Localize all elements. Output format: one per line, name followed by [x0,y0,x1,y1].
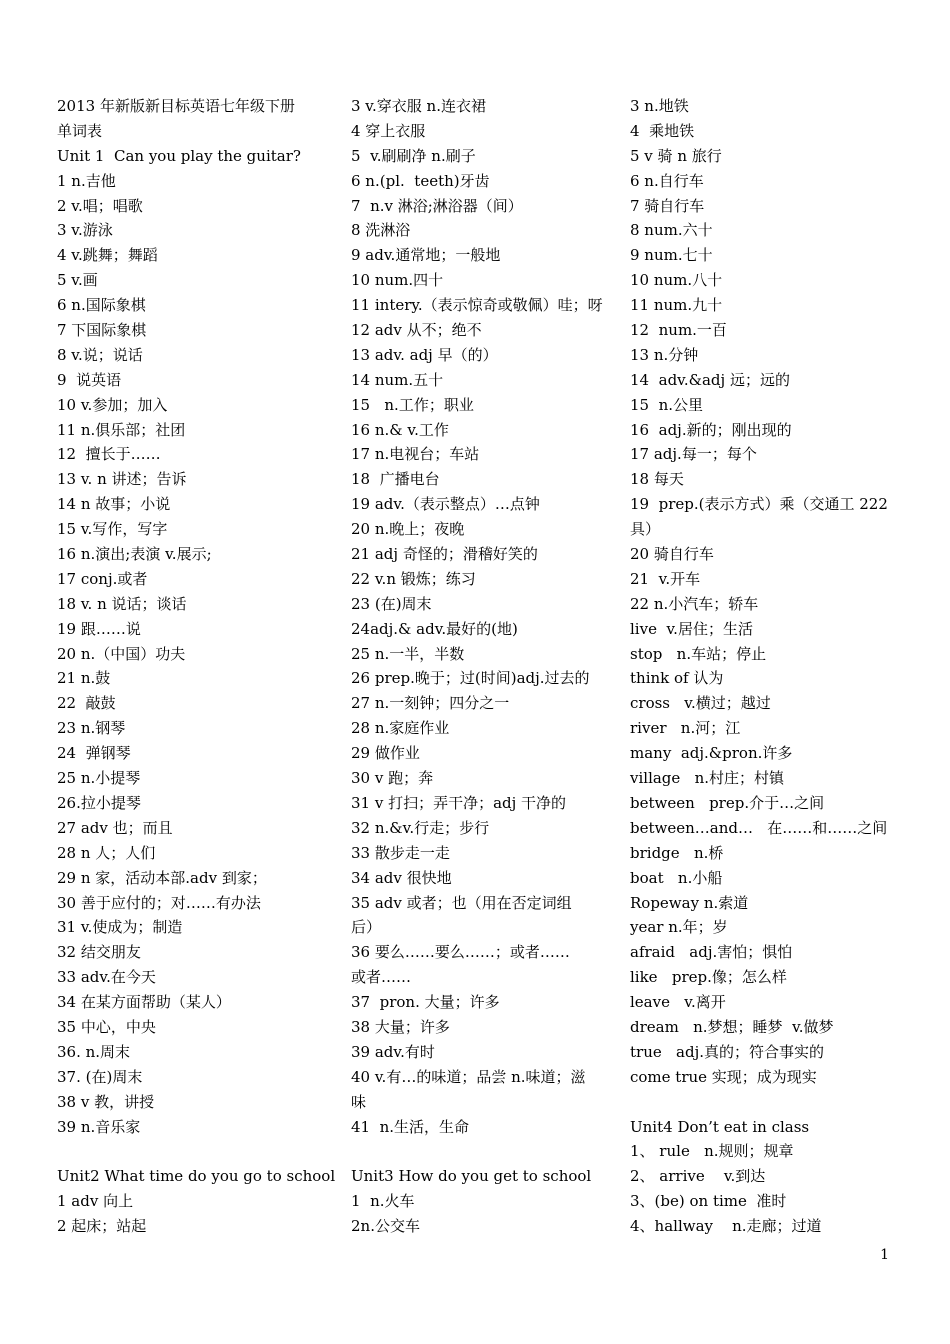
vocab-line: 9 说英语 [57,370,122,389]
vocab-line: 23 n.钢琴 [57,719,126,738]
vocab-line: like prep.像；怎么样 [630,968,787,987]
vocab-line: 4、hallway n.走廊；过道 [630,1217,822,1236]
vocab-line: 2n.公交车 [351,1217,420,1236]
vocab-line: 21 adj 奇怪的；滑稽好笑的 [351,545,538,564]
column-3 [630,94,896,1239]
vocab-line: 16 adj.新的；刚出现的 [630,420,792,439]
vocab-line: 10 v.参加；加入 [57,395,168,414]
vocab-line: come true 实现；成为现实 [630,1067,817,1086]
vocab-line: Ropeway n.索道 [630,893,749,912]
vocab-line: 31 v 打扫；弄干净；adj 干净的 [351,793,567,812]
vocab-line: 32 结交朋友 [57,943,141,962]
vocab-line: 16 n.& v.工作 [351,420,449,439]
vocab-line: 3 v.穿衣服 n.连衣裙 [351,97,486,115]
vocab-line: 15 n.工作；职业 [351,395,474,414]
vocab-line: 24 弹钢琴 [57,744,131,763]
vocab-line: 4 乘地铁 [630,121,695,140]
vocab-line: 23 (在)周末 [351,594,432,613]
vocab-line: 20 n.晚上；夜晚 [351,520,465,539]
vocab-line: 7 下国际象棋 [57,321,147,340]
vocab-line: 26 prep.晚于；过(时间)adj.过去的 [351,669,590,688]
column-1 [57,94,336,1239]
vocab-line: bridge n.桥 [630,843,724,862]
vocab-line: afraid adj.害怕；惧怕 [630,943,793,962]
vocab-line: 30 v 跑；奔 [351,769,434,788]
vocab-line: 1 adv 向上 [57,1192,134,1211]
vocab-line: 18 每天 [630,470,684,489]
vocab-line: 39 n.音乐家 [57,1117,141,1136]
vocab-line: 19 prep.(表示方式）乘（交通工 222 [630,495,888,514]
vocab-line: 11 intery.（表示惊奇或敬佩）哇；呀 [351,296,603,315]
blank-line [351,1139,603,1164]
vocab-line: 16 n.演出;表演 v.展示; [57,545,212,564]
vocab-line: 18 v. n 说话；谈话 [57,594,187,613]
vocab-line: 37. (在)周末 [57,1067,143,1086]
vocab-line: think of 认为 [630,669,724,688]
vocab-line: 28 n.家庭作业 [351,719,450,738]
vocab-line: 5 v.画 [57,271,98,290]
vocab-line: 28 n 人；人们 [57,843,156,862]
vocab-line: Unit3 How do you get to school [351,1167,592,1186]
vocab-line: 13 n.分钟 [630,345,699,364]
vocab-line: 6 n.(pl. teeth)牙齿 [351,171,490,190]
vocab-line: 8 v.说；说话 [57,345,143,364]
vocab-line: 1、 rule n.规则；规章 [630,1142,794,1161]
vocab-line: 41 n.生活，生命 [351,1117,470,1136]
vocab-line: 39 adv.有时 [351,1042,435,1061]
vocab-line: 14 num.五十 [351,370,444,389]
vocab-line: river n.河；江 [630,719,741,738]
vocab-line: 1 n.吉他 [57,171,116,190]
vocab-line: 4 穿上衣服 [351,121,426,140]
vocab-line: 22 n.小汽车；轿车 [630,594,759,613]
vocab-line: 6 n.自行车 [630,171,704,190]
vocab-line: 18 广播电台 [351,470,440,489]
vocab-line: 17 conj.或者 [57,569,148,588]
vocab-line: 37 pron. 大量；许多 [351,993,500,1012]
page-number: 1 [880,1247,889,1263]
vocab-line: 20 n.（中国）功夫 [57,644,186,663]
vocab-line: 17 adj.每一；每个 [630,445,757,464]
vocab-line: 25 n.一半，半数 [351,644,465,663]
vocab-line: 26.拉小提琴 [57,793,141,812]
vocab-line: 8 num.六十 [630,221,713,240]
vocab-line: between…and… 在……和……之间 [630,818,888,837]
vocab-line: 27 adv 也；而且 [57,818,173,837]
vocab-line: Unit4 Don’t eat in class [630,1117,810,1136]
vocab-line: village n.村庄；村镇 [630,769,785,788]
vocab-line: 2 起床；站起 [57,1217,147,1236]
vocab-line: 13 v. n 讲述；告诉 [57,470,187,489]
vocab-line: 20 骑自行车 [630,545,714,564]
vocab-line: 3 v.游泳 [57,221,113,240]
vocab-line: between prep.介于…之间 [630,793,825,812]
vocab-line: 21 v.开车 [630,569,701,588]
vocab-line: 17 n.电视台；车站 [351,445,480,464]
vocab-line: stop n.车站；停止 [630,644,767,663]
vocab-line: 21 n.鼓 [57,669,111,688]
vocab-line: 38 大量；许多 [351,1017,450,1036]
vocab-line: 22 敲鼓 [57,694,116,713]
vocab-line: 味 [351,1092,367,1111]
vocab-line: 14 adv.&adj 远；远的 [630,370,790,389]
vocab-line: 11 n.俱乐部；社团 [57,420,186,439]
vocab-line: 34 在某方面帮助（某人） [57,993,231,1012]
vocab-line: 27 n.一刻钟；四分之一 [351,694,510,713]
vocab-line: 29 n 家，活动本部.adv 到家； [57,868,267,887]
vocab-line: 36. n.周末 [57,1042,131,1061]
vocab-line: 3、(be) on time 准时 [630,1192,787,1211]
vocab-line: 8 洗淋浴 [351,221,411,240]
vocab-line: 具） [630,520,661,539]
vocab-line: 19 adv.（表示整点）…点钟 [351,495,540,514]
vocab-line: 12 擅长于…… [57,445,161,464]
vocab-line: 后） [351,918,382,937]
vocab-line: boat n.小船 [630,868,723,887]
vocab-line: 33 adv.在今天 [57,968,156,987]
vocab-line: 1 n.火车 [351,1192,415,1211]
vocab-line: 22 v.n 锻炼；练习 [351,569,476,588]
vocab-line: 2 v.唱；唱歌 [57,196,143,215]
blank-line [630,1090,896,1115]
vocab-line: 5 v.刷刷净 n.刷子 [351,146,476,165]
vocab-line: 9 adv.通常地；一般地 [351,246,501,265]
vocab-line: Unit 1 Can you play the guitar? [57,146,301,165]
vocab-line: Unit2 What time do you go to school [57,1167,336,1186]
vocab-line: 7 n.v 淋浴;淋浴器（间） [351,196,523,215]
vocab-line: 25 n.小提琴 [57,769,141,788]
vocab-line: 32 n.&v.行走；步行 [351,818,490,837]
vocab-line: 31 v.使成为；制造 [57,918,183,937]
blank-line [57,1139,325,1164]
vocab-line: 7 骑自行车 [630,196,705,215]
vocab-line: 4 v.跳舞；舞蹈 [57,246,158,265]
vocab-line: leave v.离开 [630,993,726,1012]
vocab-line: 12 adv 从不；绝不 [351,321,482,340]
vocab-line: 29 做作业 [351,744,420,763]
vocab-line: 15 v.写作，写字 [57,520,168,539]
vocab-line: 6 n.国际象棋 [57,296,146,315]
vocab-line: cross v.横过；越过 [630,694,771,713]
vocab-line: 5 v 骑 n 旅行 [630,146,722,165]
vocab-line: 19 跟……说 [57,619,141,638]
vocab-line: 3 n.地铁 [630,97,689,115]
vocab-line: 10 num.八十 [630,271,723,290]
vocab-line: 2、 arrive v.到达 [630,1167,766,1186]
vocab-line: 13 adv. adj 早（的） [351,345,498,364]
vocab-line: 11 num.九十 [630,296,723,315]
vocab-line: year n.年；岁 [630,918,728,937]
vocab-line: 24adj.& adv.最好的(地) [351,619,518,638]
vocab-line: 9 num.七十 [630,246,713,265]
vocab-line: live v.居住；生活 [630,619,753,638]
vocab-line: 33 散步走一走 [351,843,450,862]
vocab-line: 30 善于应付的；对……有办法 [57,893,261,912]
vocab-line: 35 中心，中央 [57,1017,156,1036]
vocab-line: 36 要么……要么……；或者…… [351,943,570,962]
vocab-line: 14 n 故事；小说 [57,495,171,514]
vocab-line: true adj.真的；符合事实的 [630,1042,825,1061]
vocab-line: dream n.梦想；睡梦 v.做梦 [630,1017,834,1036]
vocab-line: 10 num.四十 [351,271,444,290]
vocab-line: 单词表 [57,121,103,140]
column-2 [351,94,603,1239]
vocab-line: 2013 年新版新目标英语七年级下册 [57,97,295,115]
vocab-line: 15 n.公里 [630,395,704,414]
vocab-line: 12 num.一百 [630,321,727,340]
vocab-line: 35 adv 或者；也（用在否定词组 [351,893,572,912]
vocab-line: many adj.&pron.许多 [630,744,793,763]
vocab-line: 或者…… [351,968,412,987]
vocab-line: 40 v.有…的味道；品尝 n.味道；滋 [351,1067,586,1086]
vocab-line: 34 adv 很快地 [351,868,452,887]
vocab-line: 38 v 教，讲授 [57,1092,155,1111]
